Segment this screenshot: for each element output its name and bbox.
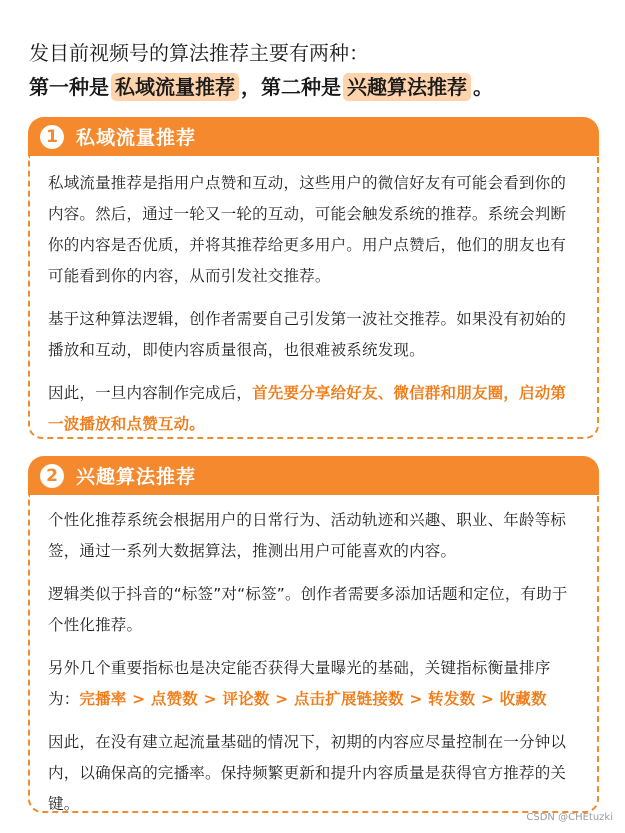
section-1-body <box>30 156 597 440</box>
section-2-paragraph-1: 个性化推荐系统会根据用户的日常行为、活动轨迹和兴趣、职业、年龄等标签，通过一系列大数据算法，推测出用户可能喜欢的内容。 <box>48 511 567 560</box>
watermark: CSDN @CHEtuzki <box>526 812 613 823</box>
highlight-private-traffic: 私域流量推荐 <box>111 73 239 101</box>
highlight-interest-algorithm: 兴趣算法推荐 <box>343 73 471 101</box>
section-1-paragraph-3-prefix: 因此，一旦内容制作完成后， <box>48 384 253 402</box>
section-2-header <box>28 456 599 495</box>
section-2-number-badge: 2 <box>40 464 64 488</box>
section-1-paragraph-3-emphasis: 首先要分享给好友、微信群和朋友圈，启动第一波播放和点赞互动。 <box>48 384 567 433</box>
section-2-title: 兴趣算法推荐 <box>76 466 197 488</box>
section-2-body <box>30 495 597 820</box>
section-1-card <box>28 156 599 439</box>
section-2-paragraph-3 <box>48 653 579 715</box>
section-1-paragraph-1: 私域流量推荐是指用户点赞和互动，这些用户的微信好友有可能会看到你的内容。然后，通过一轮又一轮的互动，可能会触发系统的推荐。系统会判断你的内容是否优质，并将其推荐给更多用户。用户点赞后，他们的朋友也有可能看到你的内容，从而引发社交推荐。 <box>48 174 567 285</box>
section-1-number-badge: 1 <box>40 125 64 149</box>
intro-line-2-prefix: 第一种是 <box>29 75 109 99</box>
section-1-header <box>28 117 599 156</box>
intro-line-2-middle: ，第二种是 <box>241 75 341 99</box>
intro <box>29 38 609 105</box>
section-2-card <box>28 495 599 813</box>
section-1-title: 私域流量推荐 <box>76 127 197 149</box>
section-1-paragraph-2: 基于这种算法逻辑，创作者需要自己引发第一波社交推荐。如果没有初始的播放和互动，即使内容质量很高，也很难被系统发现。 <box>48 310 567 359</box>
intro-line-2 <box>29 69 609 105</box>
intro-line-2-suffix: 。 <box>473 75 493 99</box>
intro-line-1: 发目前视频号的算法推荐主要有两种： <box>29 41 369 65</box>
section-2-paragraph-3-prefix: 另外几个重要指标也是决定能否获得大量曝光的基础，关键指标衡量排序为： <box>48 659 551 708</box>
section-2-paragraph-2: 逻辑类似于抖音的“标签”对“标签”。创作者需要多添加话题和定位，有助于个性化推荐。 <box>48 585 568 634</box>
section-2-paragraph-4: 因此，在没有建立起流量基础的情况下，初期的内容应尽量控制在一分钟以内，以确保高的完播率。保持频繁更新和提升内容质量是获得官方推荐的关键。 <box>48 733 567 813</box>
section-1-paragraph-3 <box>48 378 579 440</box>
section-2-metric-ranking: 完播率 > 点赞数 > 评论数 > 点击扩展链接数 > 转发数 > 收藏数 <box>79 690 547 708</box>
